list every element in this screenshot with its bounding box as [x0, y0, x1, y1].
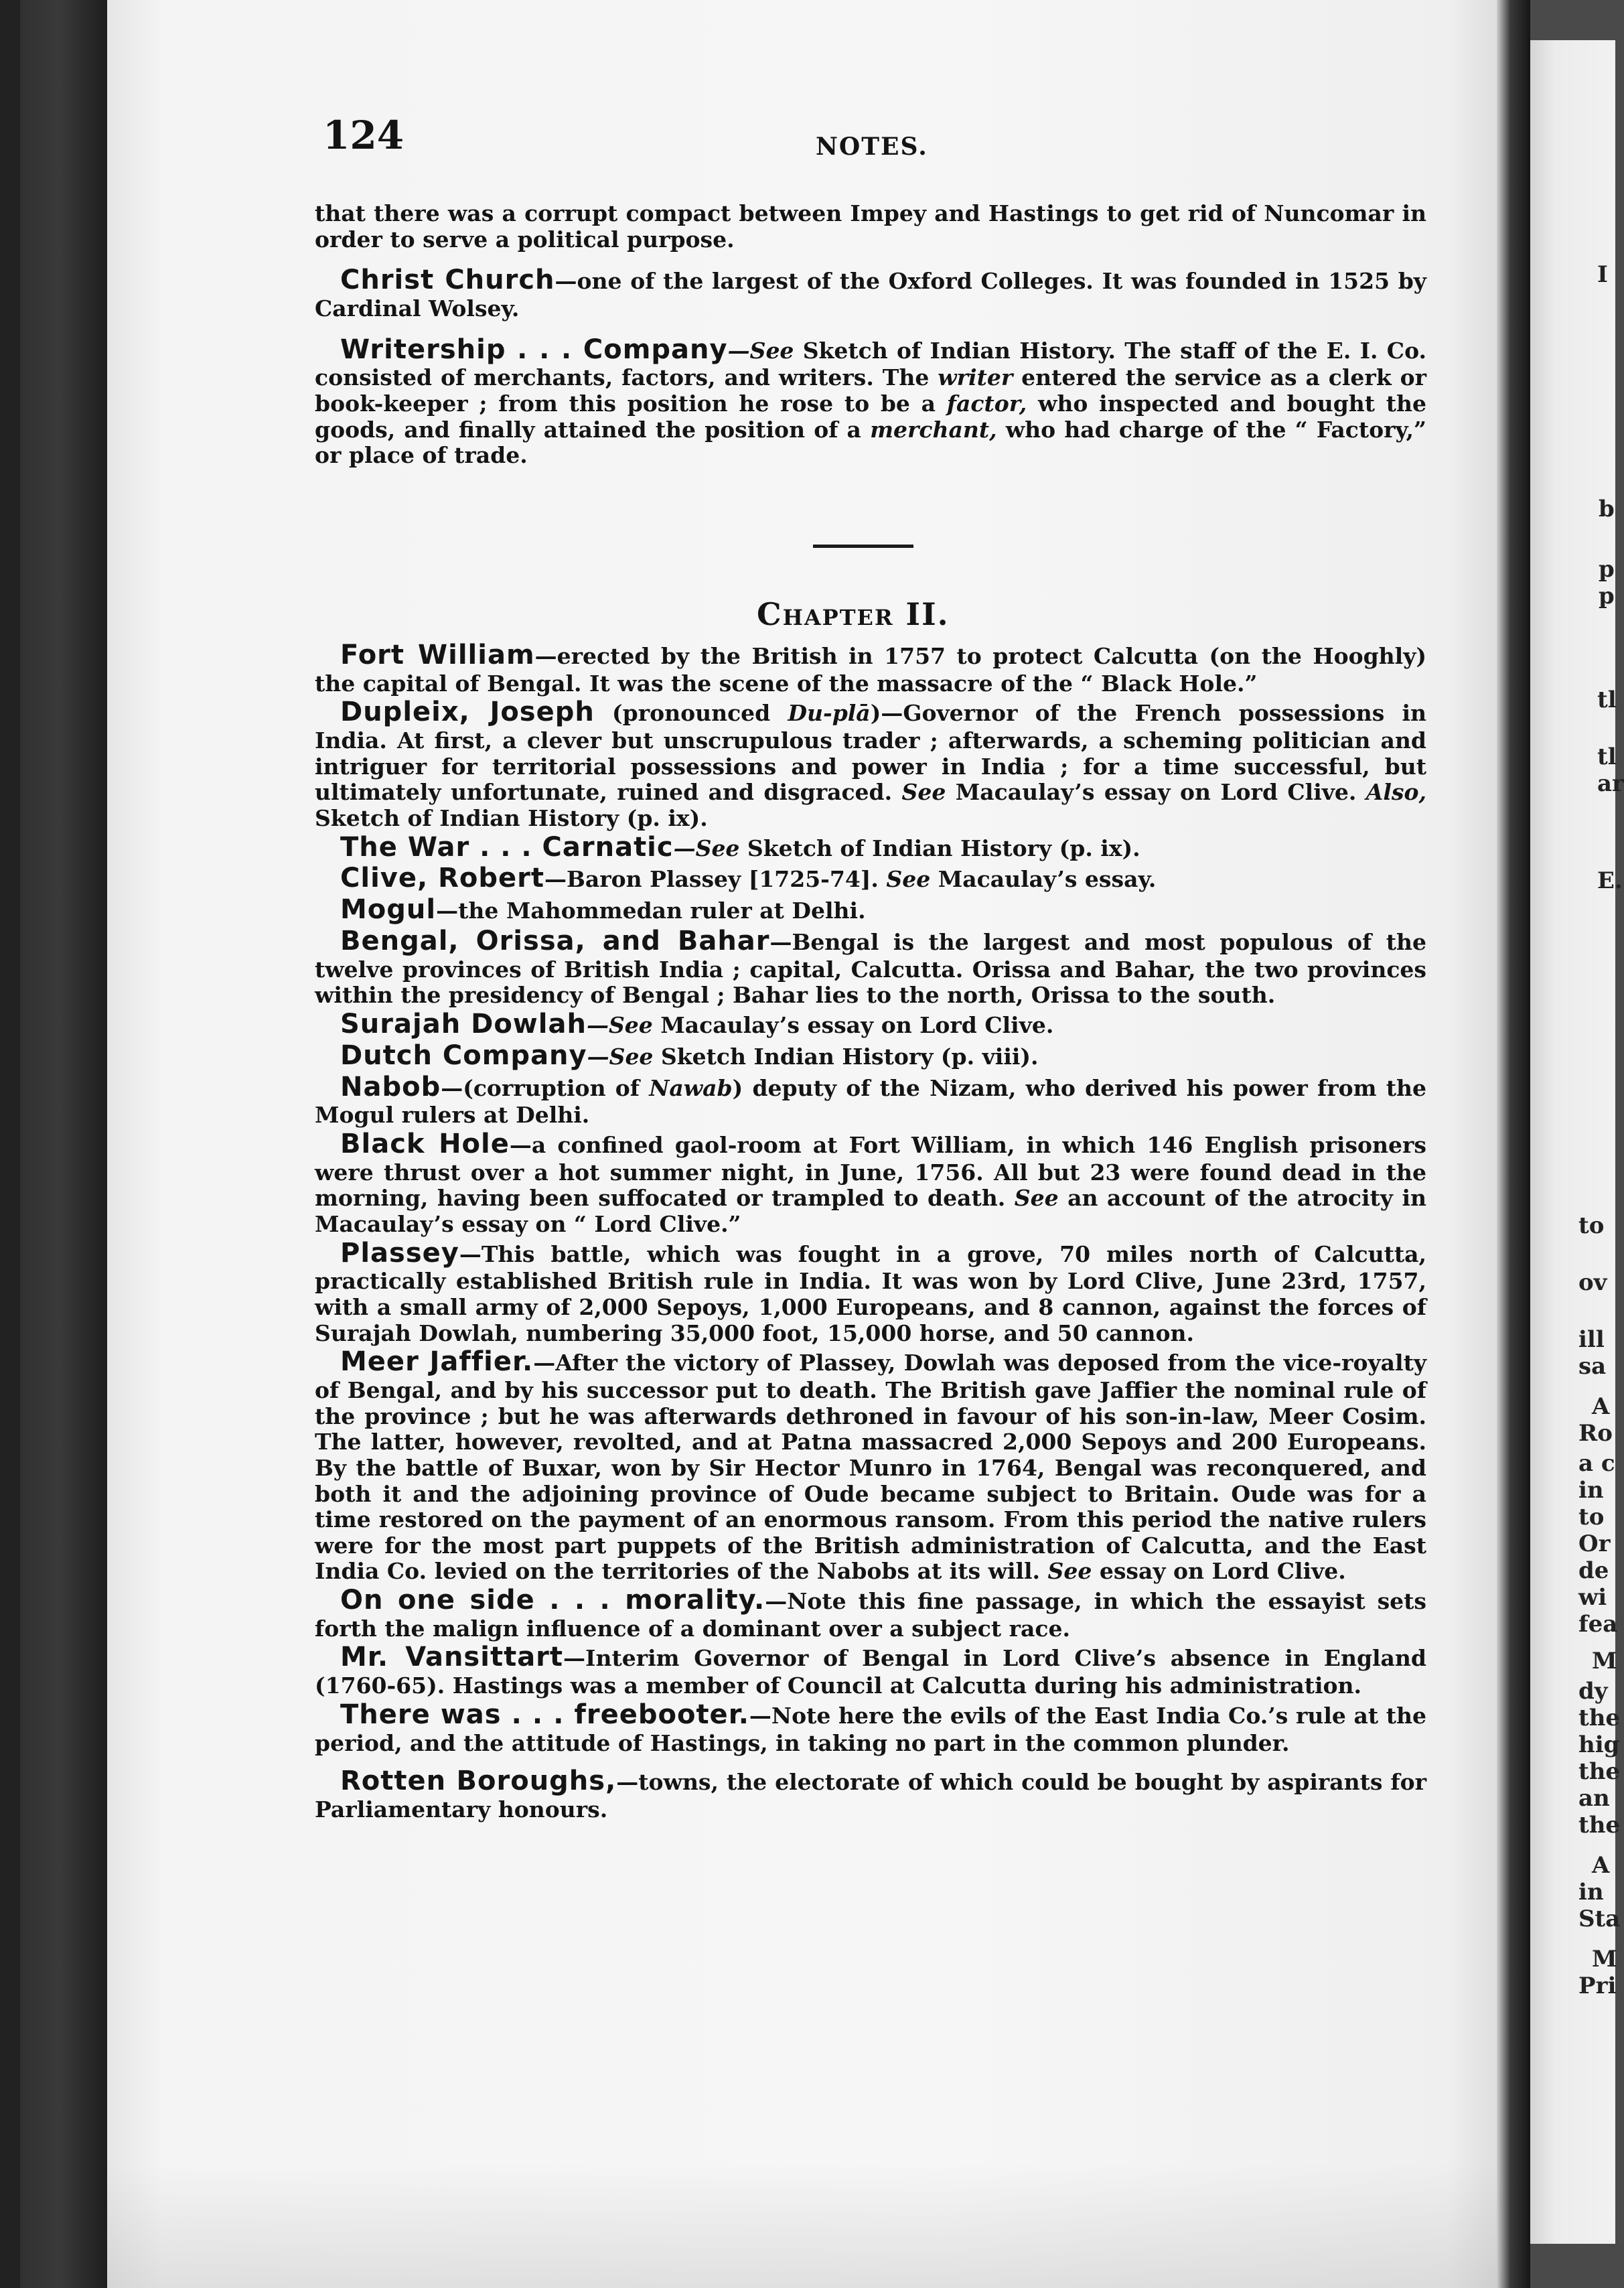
facing-page-fragment: tl [1597, 743, 1617, 770]
facing-page-fragment: A [1592, 1393, 1610, 1420]
entry-heading: Meer Jaffier. [340, 1346, 534, 1378]
entry-text: Sketch Indian History (p. viii). [653, 1043, 1039, 1070]
entry-text: Sketch of Indian History. The staff of the E. I. Co. consisted of merchants, factors, and writers. The [315, 337, 1426, 391]
note-entry [315, 926, 1426, 1009]
entry-text: —erected by the British in 1757 to protect Calcutta (on the Hooghly) the capital of Bengal. It was the scene of the massacre of the “ Black Hole.” [315, 643, 1426, 697]
entry-text: (pronounced [594, 700, 788, 727]
entry-heading: Mogul [340, 894, 437, 926]
entry-heading: Surajah Dowlah [340, 1009, 587, 1040]
section-divider [813, 545, 913, 548]
entry-text: who had charge of the “ Factory,” or place of trade. [315, 416, 1426, 469]
entry-text: ) deputy of the Nizam, who derived his power from the Mogul rulers at Delhi. [315, 1074, 1426, 1129]
facing-page-fragment: p [1599, 556, 1615, 583]
note-entry [315, 1040, 1426, 1072]
facing-page-fragment: Pri [1578, 1973, 1617, 1999]
entry-italic: merchant, [870, 416, 997, 443]
facing-page-fragment: Sta [1578, 1906, 1621, 1932]
entry-see: —See [586, 1012, 653, 1039]
entry-text: entered the service as a clerk or book-keeper ; from this position he rose to be a [315, 364, 1427, 417]
entry-italic: Also, [1365, 779, 1426, 806]
facing-page-fragment: the [1578, 1812, 1621, 1839]
entry-text: —(corruption of [441, 1074, 650, 1101]
entry-text: —Note here the evils of the East India Co.’s rule at the period, and the attitude of Hastings, in taking no part in the common plunder. [315, 1702, 1426, 1756]
entry-italic: See [1014, 1185, 1059, 1212]
entry-text: that there was a corrupt compact between Impey and Hastings to get rid of Nuncomar in order to serve a political purpose. [315, 200, 1426, 253]
facing-page-fragment: an [1578, 1785, 1610, 1812]
facing-page-fragment: ill [1578, 1326, 1605, 1353]
facing-page-fragment: the [1578, 1705, 1621, 1731]
entry-text: Macaulay’s essay. [930, 866, 1157, 893]
note-entry [315, 1642, 1426, 1699]
facing-page-fragment: M [1592, 1648, 1617, 1674]
note-entry [315, 201, 1426, 253]
entry-text: —Baron Plassey [1725-74]. [544, 866, 887, 893]
entry-italic: factor, [946, 390, 1027, 417]
entry-text: Macaulay’s essay on Lord Clive. [946, 779, 1366, 806]
facing-page-fragment: in [1578, 1879, 1604, 1906]
entry-text: essay on Lord Clive. [1092, 1558, 1346, 1585]
note-entry [315, 1238, 1426, 1347]
facing-page-fragment: A [1592, 1852, 1610, 1879]
facing-page-fragment: M [1592, 1946, 1617, 1973]
entry-text: who inspected and bought the goods, and finally attained the position of a [315, 390, 1426, 443]
entry-text: —towns, the electorate of which could be bought by aspirants for Parliamentary honours. [315, 1769, 1426, 1822]
entry-italic: See [1047, 1558, 1092, 1585]
note-entry [315, 1129, 1426, 1238]
entry-see: —See [727, 337, 794, 364]
facing-page [1530, 40, 1624, 2244]
facing-page-fragment: tl [1597, 687, 1617, 713]
note-entry [315, 894, 1426, 926]
facing-page-fragment: a c [1578, 1450, 1615, 1477]
entry-text: —one of the largest of the Oxford Colleges. It was founded in 1525 by Cardinal Wolsey. [315, 268, 1426, 322]
chapter-heading: Chapter II. [757, 596, 950, 632]
page-shadow [107, 2163, 1503, 2288]
entry-see: —See [587, 1043, 654, 1070]
facing-page-fragment: to [1578, 1504, 1605, 1530]
entry-heading: The War . . . Carnatic [340, 831, 674, 863]
facing-page-fragment: Ro [1578, 1420, 1613, 1447]
entry-heading: Dupleix, Joseph [340, 697, 595, 728]
entry-italic: See [901, 779, 946, 806]
note-entry [315, 1346, 1426, 1585]
note-entry [315, 1072, 1426, 1129]
note-entry [315, 640, 1426, 697]
facing-page-fragment: Or [1578, 1530, 1611, 1557]
chapter-1-notes [315, 201, 1426, 469]
chapter-2-notes [315, 640, 1426, 1823]
facing-page-fragment: sa [1578, 1353, 1607, 1380]
entry-text: Sketch of Indian History (p. ix). [739, 835, 1140, 861]
note-entry [315, 1766, 1426, 1822]
entry-text: —After the victory of Plassey, Dowlah was deposed from the vice-royalty of Bengal, and by his successor put to death. The British gave Jaffier the nominal rule of the province ; but he was afterwards dethroned in favour of his son-in-law, Meer Cosim. The latter, however, revolted, and at Patna massacred 2,000 Sepoys and 200 Europeans. By the battle of Buxar, won by Sir Hector Munro in 1764, Bengal was reconquered, and both it and the adjoining province of Oude became subject to Britain. Oude was for a time restored on the payment of an enormous ransom. From this period the native rulers were for the most part puppets of the British administration of Calcutta, and the East India Co. levied on the territories of the Nabobs at its will. [315, 1350, 1427, 1585]
book-gutter [1497, 0, 1530, 2288]
facing-page-fragment: hig [1578, 1731, 1620, 1758]
facing-page-fragment: b [1599, 496, 1615, 522]
facing-page-fragment: p [1599, 583, 1615, 610]
entry-italic: Nawab [649, 1074, 733, 1101]
note-entry [315, 1585, 1426, 1642]
facing-page-fragment: wi [1578, 1584, 1607, 1611]
note-entry [315, 697, 1426, 831]
entry-heading: Nabob [340, 1071, 441, 1102]
note-entry [315, 334, 1426, 469]
entry-text: Macaulay’s essay on Lord Clive. [652, 1012, 1054, 1039]
note-entry [315, 863, 1426, 894]
entry-text: —Interim Governor of Bengal in Lord Clive’s absence in England (1760-65). Hastings was a member of Council at Calcutta during his administration. [315, 1645, 1427, 1699]
entry-text: —This battle, which was fought in a grove, 70 miles north of Calcutta, practically established British rule in India. It was won by Lord Clive, June 23rd, 1757, with a small army of 2,000 Sepoys, 1,000 Europeans, and 8 cannon, against the forces of Surajah Dowlah, numbering 35,000 foot, 15,000 horse, and 50 cannon. [315, 1240, 1426, 1346]
note-entry [315, 1009, 1426, 1040]
facing-page-fragment: ov [1578, 1269, 1607, 1296]
entry-text: Sketch of Indian History (p. ix). [315, 805, 708, 832]
entry-heading: Fort William [340, 640, 535, 670]
entry-heading: Bengal, Orissa, and Bahar [340, 926, 770, 957]
facing-page-fragment: E. [1597, 867, 1623, 894]
facing-page-fragment: dy [1578, 1678, 1608, 1705]
entry-heading: Mr. Vansittart [340, 1642, 564, 1673]
facing-page-fragment: de [1578, 1557, 1609, 1584]
entry-text: an account of the atrocity in Macaulay’s essay on “ Lord Clive.” [315, 1185, 1427, 1238]
entry-italic: Du-plā [788, 700, 871, 727]
entry-heading: Christ Church [340, 265, 555, 296]
facing-page-fragment: fea [1578, 1611, 1618, 1638]
facing-page-fragment: ar [1597, 770, 1624, 797]
note-entry [315, 832, 1426, 863]
entry-italic: See [886, 866, 931, 893]
entry-heading: Writership . . . Company [340, 334, 728, 365]
entry-text: —Bengal is the largest and most populous of the twelve provinces of British India ; capital, Calcutta. Orissa and Bahar, the two provinces within the presidency of Bengal ; Bahar lies to the north, Orissa to the south. [315, 929, 1426, 1009]
running-head: NOTES. [816, 133, 928, 161]
facing-page-fragment: the [1578, 1758, 1621, 1785]
note-entry [315, 1699, 1426, 1756]
entry-italic: writer [938, 364, 1013, 391]
entry-see: —See [673, 835, 740, 861]
entry-heading: There was . . . freebooter. [340, 1699, 749, 1730]
entry-heading: On one side . . . morality. [340, 1584, 765, 1616]
entry-text: )—Governor of the French possessions in India. At first, a clever but unscrupulous trader ; afterwards, a scheming politician and intriguer for territorial possessions and power in India ; for a time successful, but ultimately unfortunate, ruined and disgraced. [315, 700, 1426, 806]
entry-text: —Note this fine passage, in which the essayist sets forth the malign influence of a dominant over a subject race. [315, 1587, 1426, 1642]
note-entry [315, 265, 1426, 321]
entry-heading: Black Hole [340, 1129, 510, 1160]
entry-heading: Rotten Boroughs, [340, 1766, 617, 1797]
entry-heading: Dutch Company [340, 1040, 587, 1071]
facing-page-fragment: I [1597, 261, 1608, 288]
facing-page-fragment: to [1578, 1212, 1605, 1239]
facing-page-fragment: in [1578, 1477, 1604, 1504]
entry-text: —a confined gaol-room at Fort William, in which 146 English prisoners were thrust over a hot summer night, in June, 1756. All but 23 were found dead in the morning, having been suffocated or trampled to death. [315, 1132, 1426, 1212]
entry-heading: Clive, Robert [340, 863, 544, 894]
book-spine-edge [0, 0, 107, 2288]
page-number: 124 [323, 113, 404, 158]
entry-text: —the Mahommedan ruler at Delhi. [436, 898, 866, 924]
entry-heading: Plassey [340, 1237, 459, 1269]
